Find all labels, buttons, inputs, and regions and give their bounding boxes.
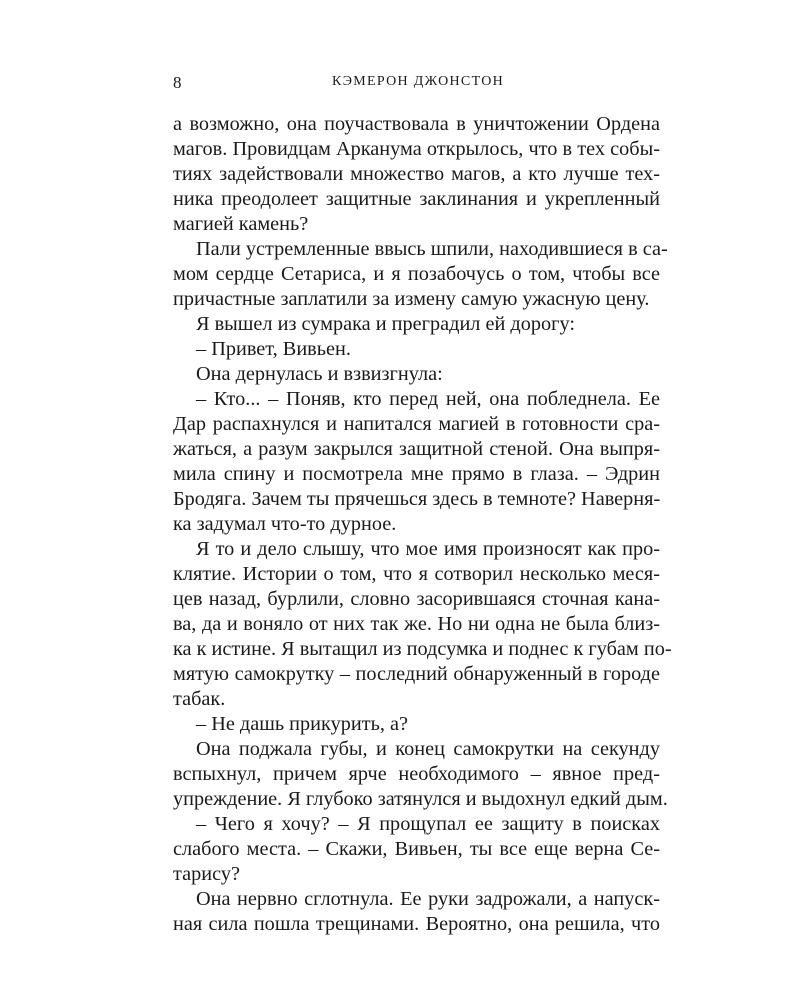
text-line: ника преодолеет защитные заклинания и укрепленный: [173, 188, 660, 210]
text-line: тиях задействовали множество магов, а кто лучше тех-: [173, 163, 660, 185]
text-line: а возможно, она поучаствовала в уничтожении Ордена: [173, 113, 660, 135]
running-head-author: КЭМЕРОН ДЖОНСТОН: [331, 74, 505, 89]
text-line: – Кто... – Поняв, кто перед ней, она побледнела. Ее: [196, 388, 660, 410]
text-line: мила спину и посмотрела мне прямо в глаза. – Эдрин: [173, 463, 660, 485]
text-line: упреждение. Я глубоко затянулся и выдохнул едкий дым.: [173, 788, 668, 810]
text-line: мятую самокрутку – последний обнаруженный в городе: [173, 663, 660, 685]
text-line: магов. Провидцам Арканума открылось, что в тех собы-: [173, 138, 660, 160]
text-line: Я то и дело слышу, что мое имя произносят как про-: [196, 538, 660, 560]
body-text: [173, 112, 672, 937]
text-line: Я вышел из сумрака и преградил ей дорогу:: [196, 313, 575, 335]
text-line: – Чего я хочу? – Я прощупал ее защиту в поисках: [196, 813, 660, 835]
text-line: Бродяга. Зачем ты прячешься здесь в темноте? Наверня-: [173, 488, 661, 510]
text-line: Она поджала губы, и конец самокрутки на секунду: [196, 738, 660, 760]
text-line: Она дернулась и взвизгнула:: [196, 363, 443, 385]
text-line: ва, да и воняло от них так же. Но ни одна не была близ-: [173, 613, 660, 635]
text-line: мом сердце Сетариса, и я позабочусь о том, чтобы все: [173, 263, 660, 285]
text-line: – Не дашь прикурить, а?: [196, 713, 408, 735]
text-line: вспыхнул, причем ярче необходимого – явное пред-: [173, 763, 660, 785]
page-header: [173, 73, 663, 97]
text-line: табак.: [173, 688, 226, 710]
text-line: ная сила пошла трещинами. Вероятно, она решила, что: [173, 913, 660, 935]
text-line: Дар распахнулся и напитался магией в готовности сра-: [173, 413, 660, 435]
text-line: магией камень?: [173, 213, 309, 235]
text-line: – Привет, Вивьен.: [196, 338, 351, 360]
text-line: Она нервно сглотнула. Ее руки задрожали, а напуск-: [196, 888, 660, 910]
text-line: ка задумал что-то дурное.: [173, 513, 397, 535]
text-line: ка к истине. Я вытащил из подсумка и поднес к губам по-: [173, 638, 672, 660]
text-line: тарису?: [173, 863, 240, 885]
text-line: жаться, а разум закрылся защитной стеной. Она выпря-: [173, 438, 660, 460]
text-line: слабого места. – Скажи, Вивьен, ты все еще верна Се-: [173, 838, 660, 860]
text-line: причастные заплатили за измену самую ужасную цену.: [173, 288, 650, 310]
text-line: клятие. Истории о том, что я сотворил несколько меся-: [173, 563, 660, 585]
text-line: Пали устремленные ввысь шпили, находившиеся в са-: [196, 238, 668, 260]
text-line: цев назад, бурлили, словно засорившаяся сточная кана-: [173, 588, 660, 610]
page-number: 8: [173, 73, 182, 92]
